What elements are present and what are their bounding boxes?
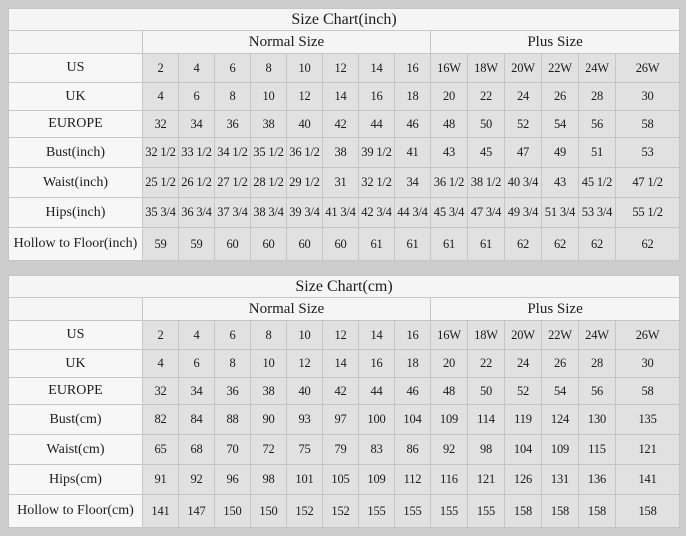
size-value-cell: 155 <box>395 495 431 528</box>
size-value-cell: 105 <box>323 465 359 495</box>
size-value-cell: 18 <box>395 83 431 111</box>
size-value-cell: 36 3/4 <box>179 198 215 228</box>
size-value-cell: 38 3/4 <box>251 198 287 228</box>
size-value-cell: 39 3/4 <box>287 198 323 228</box>
row-label: Hips(cm) <box>9 465 143 495</box>
size-value-cell: 44 <box>359 111 395 138</box>
size-value-cell: 93 <box>287 405 323 435</box>
size-value-cell: 42 <box>323 111 359 138</box>
size-value-cell: 14 <box>359 54 395 83</box>
size-value-cell: 61 <box>468 228 505 261</box>
size-value-cell: 65 <box>143 435 179 465</box>
size-value-cell: 32 <box>143 378 179 405</box>
size-value-cell: 98 <box>251 465 287 495</box>
size-value-cell: 14 <box>323 83 359 111</box>
size-value-cell: 14 <box>359 321 395 350</box>
size-value-cell: 70 <box>215 435 251 465</box>
size-value-cell: 10 <box>287 321 323 350</box>
size-value-cell: 116 <box>431 465 468 495</box>
size-value-cell: 22 <box>468 83 505 111</box>
size-value-cell: 49 <box>542 138 579 168</box>
size-value-cell: 50 <box>468 378 505 405</box>
size-value-cell: 41 <box>395 138 431 168</box>
size-value-cell: 34 <box>179 111 215 138</box>
size-value-cell: 114 <box>468 405 505 435</box>
size-value-cell: 28 1/2 <box>251 168 287 198</box>
size-value-cell: 47 1/2 <box>616 168 680 198</box>
table-row <box>9 198 680 228</box>
size-value-cell: 44 <box>359 378 395 405</box>
size-value-cell: 56 <box>579 378 616 405</box>
column-group-header: Plus Size <box>431 298 680 321</box>
row-label: Waist(inch) <box>9 168 143 198</box>
size-value-cell: 147 <box>179 495 215 528</box>
size-value-cell: 14 <box>323 350 359 378</box>
size-value-cell: 62 <box>616 228 680 261</box>
size-value-cell: 20 <box>431 83 468 111</box>
size-value-cell: 16W <box>431 321 468 350</box>
size-chart-table <box>8 8 680 261</box>
size-value-cell: 59 <box>179 228 215 261</box>
size-value-cell: 84 <box>179 405 215 435</box>
size-value-cell: 38 <box>323 138 359 168</box>
row-label: Hollow to Floor(cm) <box>9 495 143 528</box>
size-value-cell: 26W <box>616 54 680 83</box>
size-value-cell: 88 <box>215 405 251 435</box>
size-value-cell: 92 <box>179 465 215 495</box>
table-title-row <box>9 276 680 298</box>
size-value-cell: 45 1/2 <box>579 168 616 198</box>
size-value-cell: 4 <box>143 350 179 378</box>
size-value-cell: 30 <box>616 83 680 111</box>
size-value-cell: 43 <box>431 138 468 168</box>
size-value-cell: 36 <box>215 111 251 138</box>
size-value-cell: 56 <box>579 111 616 138</box>
size-value-cell: 141 <box>616 465 680 495</box>
table-row <box>9 435 680 465</box>
size-value-cell: 109 <box>359 465 395 495</box>
corner-cell <box>9 298 143 321</box>
row-label: Hollow to Floor(inch) <box>9 228 143 261</box>
size-value-cell: 33 1/2 <box>179 138 215 168</box>
size-value-cell: 109 <box>431 405 468 435</box>
size-value-cell: 48 <box>431 111 468 138</box>
size-value-cell: 16 <box>359 350 395 378</box>
size-value-cell: 20W <box>505 54 542 83</box>
size-value-cell: 32 1/2 <box>143 138 179 168</box>
size-value-cell: 79 <box>323 435 359 465</box>
size-value-cell: 52 <box>505 378 542 405</box>
size-value-cell: 98 <box>468 435 505 465</box>
size-value-cell: 42 3/4 <box>359 198 395 228</box>
size-value-cell: 6 <box>215 54 251 83</box>
size-value-cell: 36 1/2 <box>431 168 468 198</box>
column-group-row <box>9 298 680 321</box>
size-value-cell: 26 1/2 <box>179 168 215 198</box>
size-value-cell: 38 <box>251 378 287 405</box>
size-value-cell: 31 <box>323 168 359 198</box>
size-value-cell: 119 <box>505 405 542 435</box>
table-row <box>9 83 680 111</box>
table-row <box>9 111 680 138</box>
size-value-cell: 131 <box>542 465 579 495</box>
size-value-cell: 32 <box>143 111 179 138</box>
size-value-cell: 18 <box>395 350 431 378</box>
size-value-cell: 12 <box>287 83 323 111</box>
size-value-cell: 135 <box>616 405 680 435</box>
size-value-cell: 36 <box>215 378 251 405</box>
size-value-cell: 126 <box>505 465 542 495</box>
size-value-cell: 158 <box>505 495 542 528</box>
size-value-cell: 25 1/2 <box>143 168 179 198</box>
size-value-cell: 46 <box>395 111 431 138</box>
size-chart-table <box>8 275 680 528</box>
size-value-cell: 92 <box>431 435 468 465</box>
size-value-cell: 41 3/4 <box>323 198 359 228</box>
size-value-cell: 61 <box>359 228 395 261</box>
size-value-cell: 50 <box>468 111 505 138</box>
size-value-cell: 49 3/4 <box>505 198 542 228</box>
size-value-cell: 152 <box>287 495 323 528</box>
size-value-cell: 27 1/2 <box>215 168 251 198</box>
table-row <box>9 465 680 495</box>
size-value-cell: 62 <box>542 228 579 261</box>
table-row <box>9 378 680 405</box>
size-value-cell: 61 <box>431 228 468 261</box>
row-label: US <box>9 54 143 83</box>
size-value-cell: 97 <box>323 405 359 435</box>
size-value-cell: 52 <box>505 111 542 138</box>
size-value-cell: 158 <box>616 495 680 528</box>
size-value-cell: 26W <box>616 321 680 350</box>
size-value-cell: 24W <box>579 321 616 350</box>
size-value-cell: 29 1/2 <box>287 168 323 198</box>
size-value-cell: 18W <box>468 321 505 350</box>
size-value-cell: 155 <box>431 495 468 528</box>
column-group-header: Normal Size <box>143 31 431 54</box>
size-value-cell: 35 1/2 <box>251 138 287 168</box>
size-value-cell: 16 <box>395 321 431 350</box>
size-value-cell: 37 3/4 <box>215 198 251 228</box>
size-value-cell: 60 <box>323 228 359 261</box>
size-value-cell: 12 <box>323 321 359 350</box>
size-value-cell: 91 <box>143 465 179 495</box>
size-value-cell: 28 <box>579 83 616 111</box>
column-group-header: Normal Size <box>143 298 431 321</box>
size-value-cell: 58 <box>616 378 680 405</box>
column-group-row <box>9 31 680 54</box>
size-value-cell: 8 <box>251 54 287 83</box>
corner-cell <box>9 31 143 54</box>
size-value-cell: 101 <box>287 465 323 495</box>
size-value-cell: 121 <box>616 435 680 465</box>
size-value-cell: 20W <box>505 321 542 350</box>
row-label: Bust(inch) <box>9 138 143 168</box>
size-value-cell: 2 <box>143 321 179 350</box>
size-value-cell: 10 <box>287 54 323 83</box>
size-value-cell: 124 <box>542 405 579 435</box>
size-value-cell: 4 <box>179 54 215 83</box>
size-value-cell: 6 <box>179 350 215 378</box>
size-value-cell: 40 3/4 <box>505 168 542 198</box>
column-group-header: Plus Size <box>431 31 680 54</box>
size-value-cell: 59 <box>143 228 179 261</box>
size-value-cell: 155 <box>359 495 395 528</box>
size-value-cell: 55 1/2 <box>616 198 680 228</box>
size-value-cell: 68 <box>179 435 215 465</box>
size-value-cell: 4 <box>179 321 215 350</box>
size-value-cell: 82 <box>143 405 179 435</box>
size-value-cell: 24 <box>505 350 542 378</box>
size-value-cell: 130 <box>579 405 616 435</box>
size-value-cell: 12 <box>287 350 323 378</box>
size-value-cell: 86 <box>395 435 431 465</box>
size-value-cell: 4 <box>143 83 179 111</box>
size-value-cell: 54 <box>542 111 579 138</box>
size-value-cell: 53 <box>616 138 680 168</box>
size-value-cell: 47 <box>505 138 542 168</box>
size-value-cell: 46 <box>395 378 431 405</box>
size-value-cell: 112 <box>395 465 431 495</box>
table-row <box>9 321 680 350</box>
row-label: EUROPE <box>9 111 143 138</box>
size-value-cell: 47 3/4 <box>468 198 505 228</box>
size-value-cell: 61 <box>395 228 431 261</box>
size-value-cell: 6 <box>215 321 251 350</box>
size-value-cell: 8 <box>215 350 251 378</box>
size-value-cell: 72 <box>251 435 287 465</box>
size-value-cell: 48 <box>431 378 468 405</box>
size-value-cell: 152 <box>323 495 359 528</box>
size-value-cell: 96 <box>215 465 251 495</box>
size-value-cell: 12 <box>323 54 359 83</box>
table-row <box>9 54 680 83</box>
size-value-cell: 158 <box>579 495 616 528</box>
size-value-cell: 16 <box>395 54 431 83</box>
size-value-cell: 8 <box>251 321 287 350</box>
size-value-cell: 35 3/4 <box>143 198 179 228</box>
size-value-cell: 44 3/4 <box>395 198 431 228</box>
size-value-cell: 16W <box>431 54 468 83</box>
size-value-cell: 22 <box>468 350 505 378</box>
size-value-cell: 62 <box>579 228 616 261</box>
table-row <box>9 168 680 198</box>
row-label: UK <box>9 83 143 111</box>
size-value-cell: 45 <box>468 138 505 168</box>
row-label: US <box>9 321 143 350</box>
size-value-cell: 26 <box>542 350 579 378</box>
row-label: EUROPE <box>9 378 143 405</box>
table-title-row <box>9 9 680 31</box>
size-value-cell: 45 3/4 <box>431 198 468 228</box>
size-value-cell: 26 <box>542 83 579 111</box>
size-value-cell: 109 <box>542 435 579 465</box>
table-row <box>9 405 680 435</box>
size-value-cell: 30 <box>616 350 680 378</box>
size-value-cell: 58 <box>616 111 680 138</box>
size-value-cell: 104 <box>395 405 431 435</box>
size-value-cell: 150 <box>251 495 287 528</box>
size-value-cell: 8 <box>215 83 251 111</box>
table-title: Size Chart(inch) <box>9 9 680 31</box>
table-title: Size Chart(cm) <box>9 276 680 298</box>
size-value-cell: 60 <box>215 228 251 261</box>
size-value-cell: 28 <box>579 350 616 378</box>
size-value-cell: 24W <box>579 54 616 83</box>
size-value-cell: 6 <box>179 83 215 111</box>
size-value-cell: 155 <box>468 495 505 528</box>
size-value-cell: 22W <box>542 54 579 83</box>
size-value-cell: 158 <box>542 495 579 528</box>
size-value-cell: 43 <box>542 168 579 198</box>
size-value-cell: 10 <box>251 350 287 378</box>
size-value-cell: 22W <box>542 321 579 350</box>
table-row <box>9 228 680 261</box>
size-value-cell: 83 <box>359 435 395 465</box>
size-value-cell: 34 1/2 <box>215 138 251 168</box>
size-value-cell: 40 <box>287 378 323 405</box>
size-value-cell: 136 <box>579 465 616 495</box>
row-label: UK <box>9 350 143 378</box>
size-value-cell: 51 3/4 <box>542 198 579 228</box>
size-value-cell: 115 <box>579 435 616 465</box>
size-value-cell: 60 <box>287 228 323 261</box>
size-value-cell: 20 <box>431 350 468 378</box>
size-value-cell: 36 1/2 <box>287 138 323 168</box>
size-value-cell: 32 1/2 <box>359 168 395 198</box>
size-value-cell: 60 <box>251 228 287 261</box>
size-value-cell: 75 <box>287 435 323 465</box>
size-value-cell: 18W <box>468 54 505 83</box>
size-value-cell: 34 <box>179 378 215 405</box>
table-row <box>9 495 680 528</box>
size-value-cell: 53 3/4 <box>579 198 616 228</box>
row-label: Bust(cm) <box>9 405 143 435</box>
size-value-cell: 16 <box>359 83 395 111</box>
table-row <box>9 350 680 378</box>
size-value-cell: 38 1/2 <box>468 168 505 198</box>
size-value-cell: 100 <box>359 405 395 435</box>
size-value-cell: 104 <box>505 435 542 465</box>
row-label: Hips(inch) <box>9 198 143 228</box>
size-value-cell: 121 <box>468 465 505 495</box>
size-value-cell: 90 <box>251 405 287 435</box>
size-value-cell: 51 <box>579 138 616 168</box>
size-value-cell: 141 <box>143 495 179 528</box>
size-value-cell: 39 1/2 <box>359 138 395 168</box>
size-value-cell: 34 <box>395 168 431 198</box>
size-value-cell: 24 <box>505 83 542 111</box>
size-value-cell: 10 <box>251 83 287 111</box>
size-value-cell: 42 <box>323 378 359 405</box>
table-row <box>9 138 680 168</box>
size-value-cell: 62 <box>505 228 542 261</box>
size-value-cell: 150 <box>215 495 251 528</box>
size-value-cell: 40 <box>287 111 323 138</box>
size-value-cell: 38 <box>251 111 287 138</box>
size-value-cell: 2 <box>143 54 179 83</box>
row-label: Waist(cm) <box>9 435 143 465</box>
size-value-cell: 54 <box>542 378 579 405</box>
